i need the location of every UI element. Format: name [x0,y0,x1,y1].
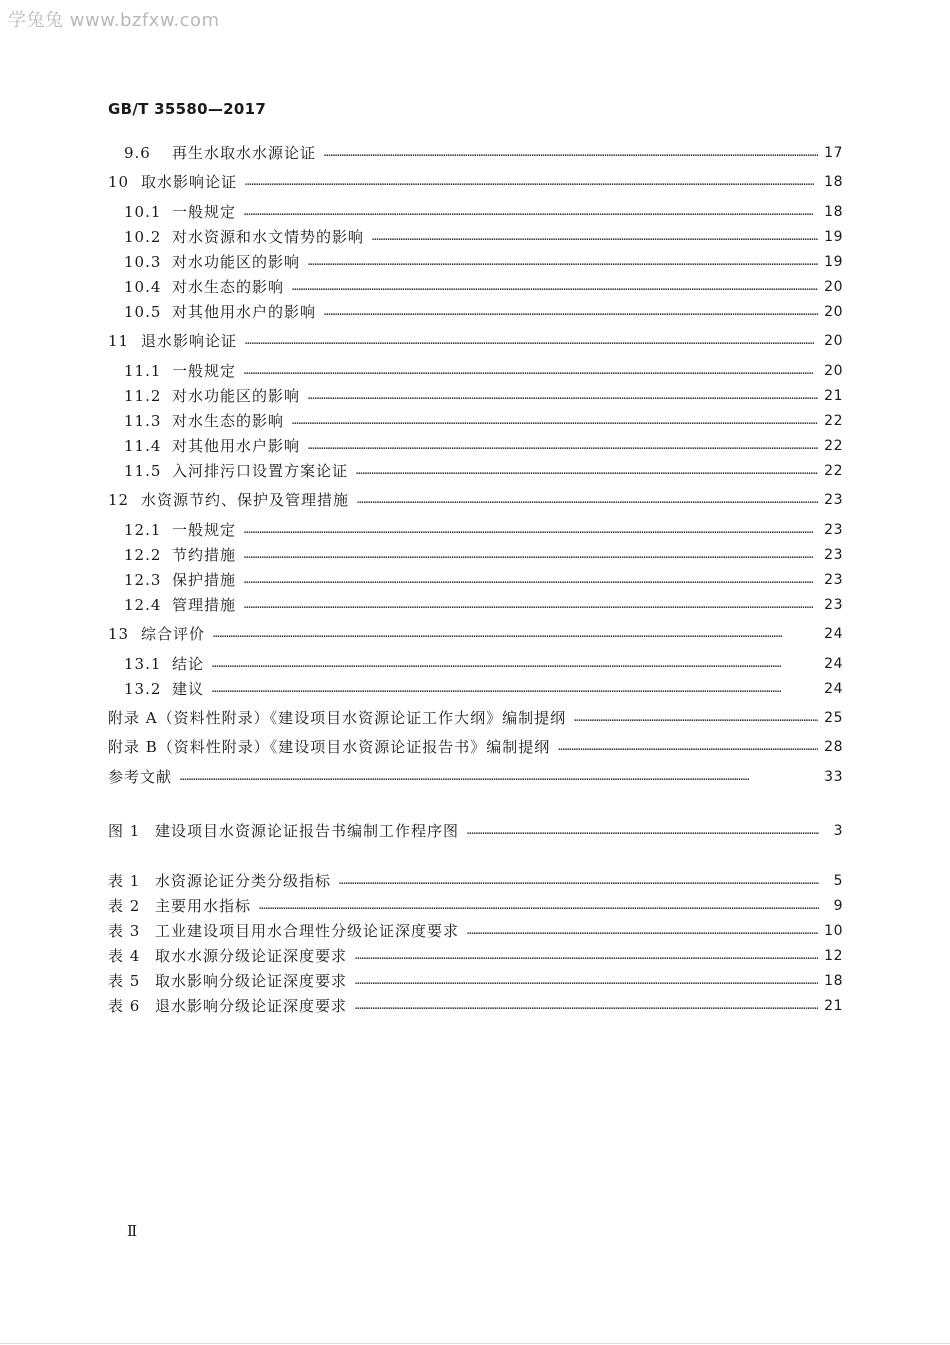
toc-entry[interactable] [124,202,843,222]
toc-entry-page: 22 [824,413,843,429]
dot-leader [292,280,818,294]
toc-entry-page: 28 [824,739,843,755]
dot-leader [357,493,818,507]
toc-entry-page: 23 [824,572,843,588]
toc-entry-title: 综合评价 [141,625,206,643]
toc-entry[interactable] [124,679,843,699]
toc-entry-page: 17 [824,145,843,161]
toc-entry-page: 12 [824,948,843,964]
toc-entry[interactable] [124,386,843,406]
toc-entry[interactable] [108,971,843,991]
toc-entry-title: 入河排污口设置方案论证 [172,462,349,480]
dot-leader [324,305,818,319]
toc-entry[interactable] [124,143,843,163]
dot-leader [212,682,818,696]
dot-leader [213,627,818,641]
toc-entry-title: 取水水源分级论证深度要求 [155,947,348,965]
toc-entry-number: 13 [108,625,130,643]
toc-entry[interactable] [124,461,843,481]
toc-entry-title: 对水生态的影响 [172,412,285,430]
dot-leader [574,711,818,725]
toc-entry-title: 退水影响分级论证深度要求 [155,997,348,1015]
toc-entry-title: 对水功能区的影响 [172,253,301,271]
dot-leader [244,548,818,562]
toc-entry-number: 表 1 [108,872,141,890]
toc-entry-number: 11.3 [124,412,162,430]
toc-entry-title: 对其他用水户的影响 [172,303,317,321]
toc-entry-number: 11.2 [124,387,162,405]
dot-leader [356,464,818,478]
toc-entry-number: 10 [108,173,130,191]
toc-entry-page: 22 [824,438,843,454]
toc-entry[interactable] [108,921,843,941]
toc-entry-number: 13.2 [124,680,162,698]
page-bottom-rule [0,1343,950,1344]
toc-entry-number: 9.6 [124,144,151,162]
toc-entry-page: 21 [824,388,843,404]
toc-entry[interactable] [124,436,843,456]
toc-entry-page: 18 [824,973,843,989]
page-number: Ⅱ [127,1222,138,1240]
toc-entry-page: 23 [824,597,843,613]
toc-entry-title: 主要用水指标 [155,897,252,915]
toc-entry-page: 20 [824,333,843,349]
toc-entry-number: 表 2 [108,897,141,915]
toc-entry[interactable] [108,624,843,644]
toc-entry-number: 图 1 [108,822,141,840]
toc-entry-title: 对其他用水户影响 [172,437,301,455]
toc-entry-title: 结论 [172,655,205,673]
toc-entry-number: 10.3 [124,253,162,271]
toc-entry-number: 12.1 [124,521,162,539]
watermark-text: 学兔兔 www.bzfxw.com [8,10,220,31]
toc-entry[interactable] [124,302,843,322]
toc-entry-page: 21 [824,998,843,1014]
toc-entry-page: 23 [824,492,843,508]
toc-entry[interactable] [124,361,843,381]
toc-entry-page: 23 [824,522,843,538]
toc-entry[interactable] [108,821,843,841]
toc-entry[interactable] [108,946,843,966]
toc-entry-title: 退水影响论证 [141,332,238,350]
toc-entry-number: 12 [108,491,130,509]
toc-entry-title: 保护措施 [172,571,237,589]
toc-entry-title: 水资源节约、保护及管理措施 [141,491,350,509]
toc-entry[interactable] [108,737,843,757]
toc-entry-number: 10.1 [124,203,162,221]
toc-entry-page: 24 [824,681,843,697]
dot-leader [180,770,818,784]
toc-entry-number: 表 3 [108,922,141,940]
toc-entry-title: 对水资源和水文情势的影响 [172,228,365,246]
toc-entry-page: 22 [824,463,843,479]
toc-entry-number: 11.1 [124,362,162,380]
dot-leader [308,389,818,403]
toc-entry[interactable] [108,896,843,916]
toc-entry[interactable] [124,595,843,615]
toc-entry[interactable] [124,411,843,431]
toc-entry-number: 表 5 [108,972,141,990]
toc-entry-number: 表 6 [108,997,141,1015]
dot-leader [292,414,818,428]
toc-entry-page: 9 [833,898,843,914]
toc-entry-page: 18 [824,174,843,190]
dot-leader [467,824,819,838]
toc-entry-page: 3 [833,823,843,839]
dot-leader [308,439,818,453]
toc-entry-title: 参考文献 [108,768,173,786]
toc-entry-number: 10.5 [124,303,162,321]
dot-leader [259,899,819,913]
dot-leader [558,740,818,754]
toc-entry-page: 33 [824,769,843,785]
toc-entry-title: 水资源论证分类分级指标 [155,872,332,890]
dot-leader [324,146,818,160]
dot-leader [355,949,818,963]
standard-code: GB/T 35580—2017 [108,100,267,118]
toc-entry[interactable] [108,996,843,1016]
dot-leader [212,657,818,671]
toc-entry[interactable] [124,277,843,297]
dot-leader [467,924,818,938]
toc-entry[interactable] [124,654,843,674]
dot-leader [355,974,818,988]
toc-entry-title: 节约措施 [172,546,237,564]
toc-entry[interactable] [108,871,843,891]
toc-entry-title: 一般规定 [172,203,237,221]
toc-entry-number: 13.1 [124,655,162,673]
toc-entry-number: 12.3 [124,571,162,589]
dot-leader [245,334,818,348]
dot-leader [372,230,818,244]
dot-leader [339,874,819,888]
toc-entry[interactable] [108,490,843,510]
toc-entry[interactable] [124,570,843,590]
toc-entry-number: 10.4 [124,278,162,296]
toc-entry-page: 19 [824,254,843,270]
toc-entry-page: 18 [824,204,843,220]
dot-leader [308,255,818,269]
toc-entry-title: 对水生态的影响 [172,278,285,296]
toc-entry[interactable] [108,172,843,192]
toc-entry-title: 工业建设项目用水合理性分级论证深度要求 [155,922,460,940]
toc-entry-page: 20 [824,363,843,379]
toc-entry-page: 20 [824,279,843,295]
toc-entry[interactable] [108,331,843,351]
dot-leader [244,598,818,612]
toc-entry-number: 11.5 [124,462,162,480]
toc-entry-title: 取水影响分级论证深度要求 [155,972,348,990]
toc-entry-page: 5 [833,873,843,889]
toc-entry[interactable] [124,520,843,540]
toc-entry-number: 表 4 [108,947,141,965]
toc-entry-title: 再生水取水水源论证 [172,144,317,162]
toc-entry-page: 25 [824,710,843,726]
dot-leader [244,523,818,537]
toc-entry-title: 对水功能区的影响 [172,387,301,405]
toc-entry-title: 附录 A（资料性附录）《建设项目水资源论证工作大纲》编制提纲 [108,709,567,727]
dot-leader [355,999,818,1013]
toc-entry-title: 取水影响论证 [141,173,238,191]
toc-entry-page: 24 [824,626,843,642]
toc-entry[interactable] [124,227,843,247]
toc-entry[interactable] [108,708,843,728]
toc-entry-page: 23 [824,547,843,563]
toc-entry-page: 10 [824,923,843,939]
dot-leader [244,364,818,378]
toc-entry-page: 24 [824,656,843,672]
dot-leader [244,205,818,219]
toc-entry-number: 11.4 [124,437,162,455]
toc-entry-number: 12.4 [124,596,162,614]
dot-leader [244,573,818,587]
toc-entry-number: 10.2 [124,228,162,246]
toc-entry-page: 20 [824,304,843,320]
toc-entry[interactable] [108,767,843,787]
toc-entry-number: 12.2 [124,546,162,564]
toc-entry-title: 一般规定 [172,362,237,380]
toc-entry-page: 19 [824,229,843,245]
toc-entry-title: 管理措施 [172,596,237,614]
dot-leader [245,175,818,189]
toc-entry-title: 建议 [172,680,205,698]
toc-entry[interactable] [124,545,843,565]
toc-entry-title: 建设项目水资源论证报告书编制工作程序图 [155,822,460,840]
toc-entry-title: 附录 B（资料性附录）《建设项目水资源论证报告书》编制提纲 [108,738,551,756]
toc-entry-title: 一般规定 [172,521,237,539]
toc-entry[interactable] [124,252,843,272]
toc-entry-number: 11 [108,332,130,350]
